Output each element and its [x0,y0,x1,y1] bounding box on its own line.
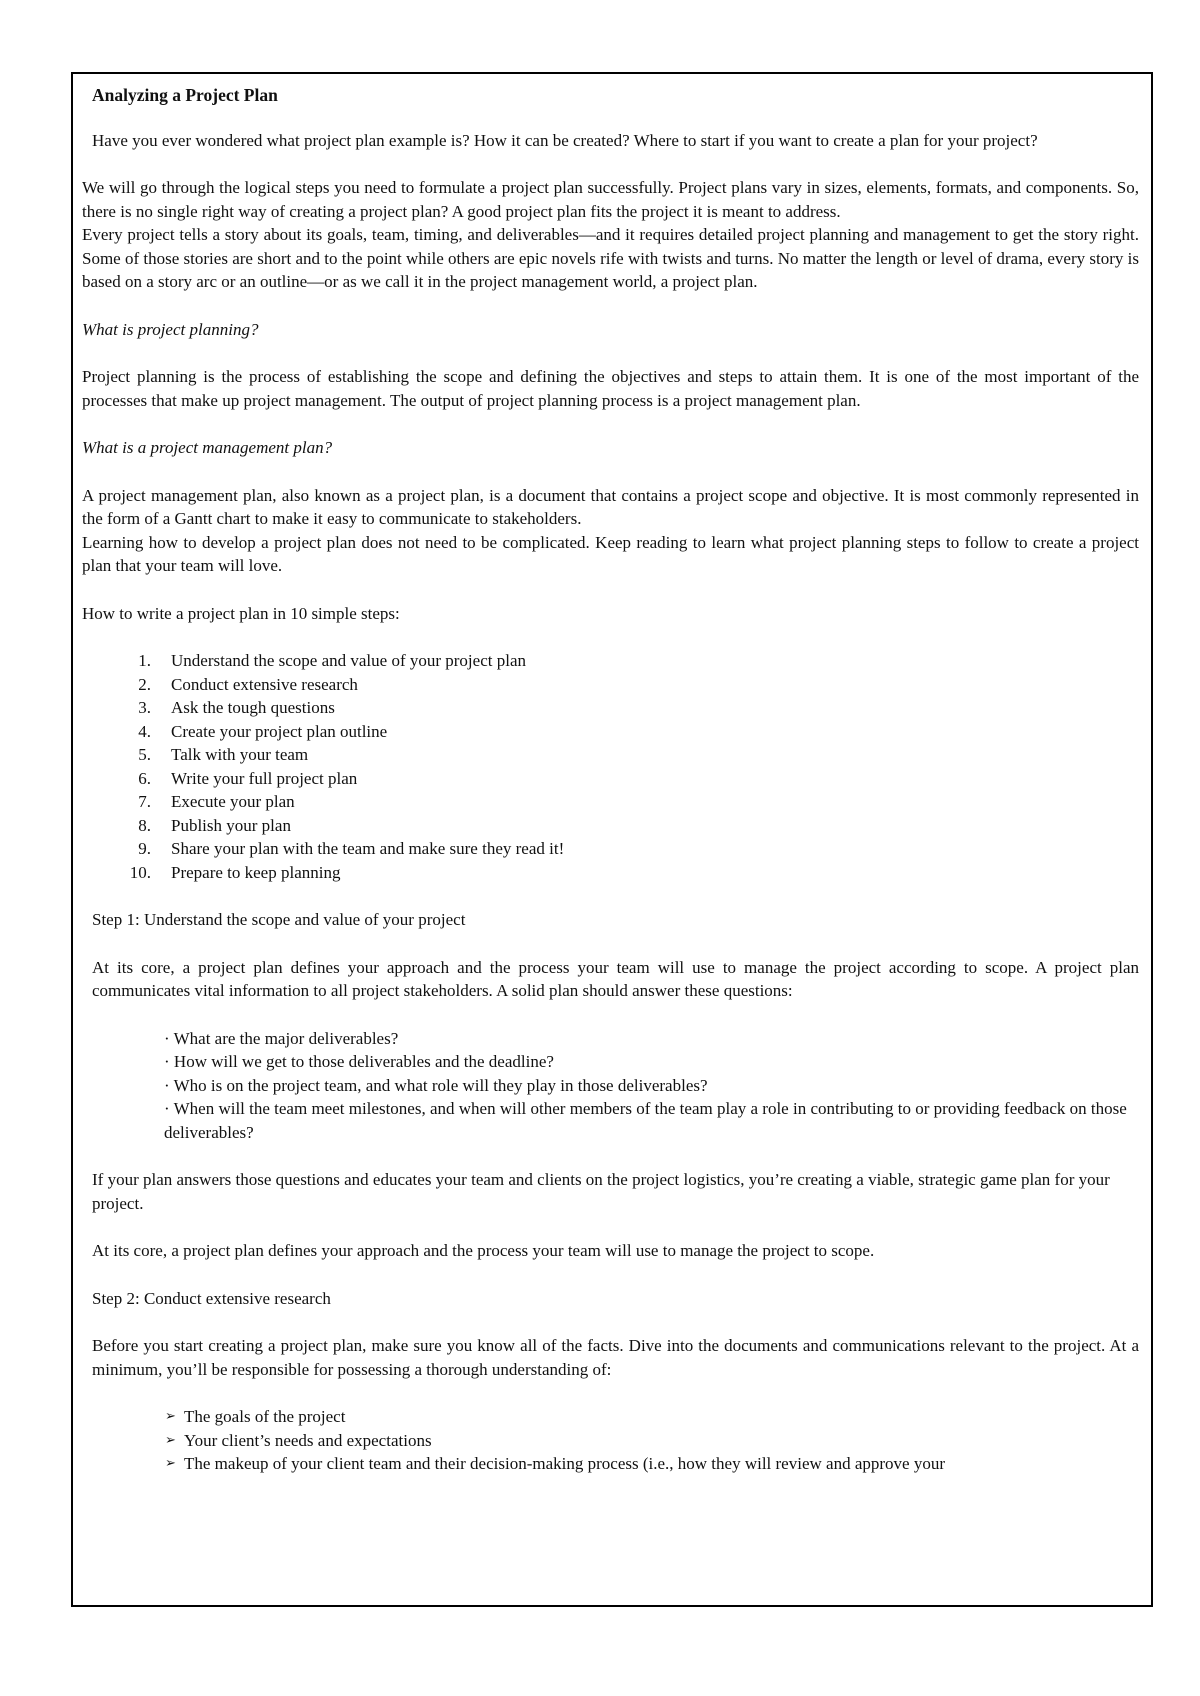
list-number: 3. [138,698,151,717]
arrow-bullet-icon: ➢ [165,1409,176,1424]
step-heading: Step 2: Conduct extensive research [92,1288,331,1308]
list-text: Conduct extensive research [171,674,358,694]
steps-list [82,649,1139,884]
list-item [165,1452,1139,1476]
arrow-bullet-icon: ➢ [165,1456,176,1471]
list-number: 8. [138,815,151,835]
section-question: What is a project management plan? [82,438,333,457]
list-text: Understand the scope and value of your project plan [171,651,526,670]
list-text: Publish your plan [171,815,291,835]
list-item: · What are the major deliverables? [164,1028,399,1048]
paragraph: Project planning is the process of establishing the scope and defining the objectives and steps to attain them. It is one of the most important of the processes that make up project management. The output of project planning process is a project management plan. [82,367,1139,410]
paragraph: Before you start creating a project plan, make sure you know all of the facts. Dive into the documents and communications relevant to the project. At a minimum, you’ll be responsible for possessing a thorough understanding of: [92,1336,1139,1379]
list-item [82,696,1139,720]
step-heading: Step 1: Understand the scope and value of your project [92,910,466,929]
list-item [82,790,1139,814]
steps-intro: How to write a project plan in 10 simple steps: [82,603,400,623]
list-text: The goals of the project [184,1407,346,1426]
paragraph: Every project tells a story about its goals, team, timing, and deliverables—and it requires detailed project planning and management to get the story right. Some of those stories are short and to the point while others are epic novels rife with twists and turns. No matter the length or level of drama, every story is based on a story arc or an outline—or as we call it in the project management world, a project plan. [82,225,1139,291]
paragraph: If your plan answers those questions and educates your team and clients on the project logistics, you’re creating a viable, strategic game plan for your project. [92,1170,1110,1213]
list-item [165,1405,1139,1429]
list-number: 2. [138,674,151,694]
list-item [82,649,1139,673]
list-text: Write your full project plan [171,768,358,788]
paragraph: Learning how to develop a project plan does not need to be complicated. Keep reading to learn what project planning steps to follow to create a project plan that your team will love. [82,532,1139,575]
paragraph: We will go through the logical steps you need to formulate a project plan successfully. Project plans vary in sizes, elements, formats, and components. So, there is no single right way of creating a project plan? A good project plan fits the project it is meant to address. [82,178,1139,221]
list-number: 5. [138,745,151,764]
paragraph: At its core, a project plan defines your approach and the process your team will use to manage the project to scope. [92,1241,875,1260]
list-text: Execute your plan [171,792,295,811]
list-item [82,767,1139,791]
list-item: · When will the team meet milestones, and when will other members of the team play a role in contributing to or providing feedback on those deliverables? [164,1099,1127,1142]
list-item [82,673,1139,697]
list-text: Your client’s needs and expectations [184,1430,432,1450]
document-page [71,72,1153,1607]
list-number: 1. [138,651,151,670]
paragraph: A project management plan, also known as a project plan, is a document that contains a project scope and objective. It is most commonly represented in the form of a Gantt chart to make it easy to communicate to stakeholders. [82,485,1139,528]
list-number: 9. [138,839,151,858]
bullet-list [92,1027,1139,1145]
list-item [82,743,1139,767]
list-item [165,1429,1139,1453]
intro-paragraph: Have you ever wondered what project plan example is? How it can be created? Where to start if you want to create a plan for your project? [92,130,1038,150]
list-text: Talk with your team [171,745,309,764]
list-item: · How will we get to those deliverables and the deadline? [164,1052,554,1071]
paragraph: At its core, a project plan defines your approach and the process your team will use to manage the project according to scope. A project plan communicates vital information to all project stakeholders. A solid plan should answer these questions: [92,957,1139,1000]
list-text: The makeup of your client team and their decision-making process (i.e., how they will review and approve your [184,1454,945,1473]
list-item [82,814,1139,838]
arrow-list [82,1405,1139,1476]
arrow-bullet-icon: ➢ [165,1432,176,1448]
document-title: Analyzing a Project Plan [92,85,278,105]
list-text: Share your plan with the team and make sure they read it! [171,839,565,858]
list-number: 6. [138,768,151,788]
list-item [82,837,1139,861]
list-number: 4. [138,721,151,741]
list-text: Ask the tough questions [171,698,335,717]
list-item [82,720,1139,744]
list-item: · Who is on the project team, and what role will they play in those deliverables? [164,1075,708,1095]
section-question: What is project planning? [82,319,259,339]
list-number: 10. [129,862,151,882]
list-text: Create your project plan outline [171,721,388,741]
list-item [82,861,1139,885]
list-text: Prepare to keep planning [171,862,341,882]
list-number: 7. [138,792,151,811]
